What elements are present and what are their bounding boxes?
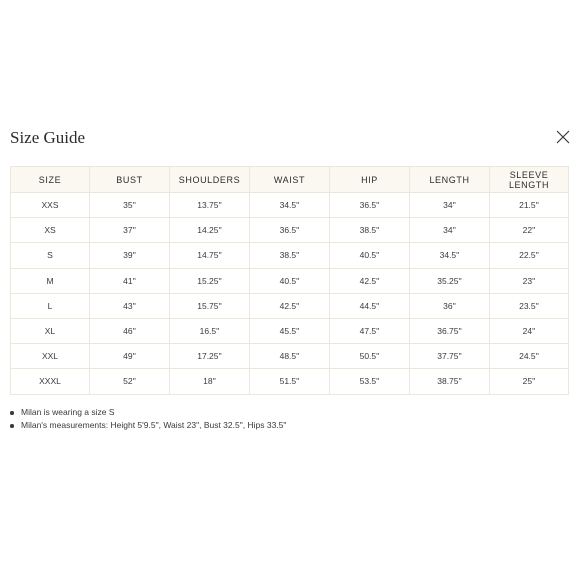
table-row — [11, 369, 569, 394]
cell-bust: 35'' — [90, 193, 170, 218]
cell-length: 36.75'' — [410, 318, 490, 343]
table-row — [11, 193, 569, 218]
cell-size: XXL — [11, 344, 90, 369]
cell-length: 38.75'' — [410, 369, 490, 394]
cell-bust: 37'' — [90, 218, 170, 243]
bullet-icon — [10, 424, 14, 428]
cell-hip: 42.5'' — [330, 268, 410, 293]
cell-waist: 48.5'' — [250, 344, 330, 369]
cell-length: 36'' — [410, 293, 490, 318]
cell-size: XS — [11, 218, 90, 243]
table-row — [11, 218, 569, 243]
cell-size: XXXL — [11, 369, 90, 394]
close-button[interactable] — [555, 129, 571, 145]
header-sleeve-length: SLEEVE LENGTH — [490, 167, 569, 193]
cell-shoulders: 15.25'' — [170, 268, 250, 293]
table-row — [11, 268, 569, 293]
cell-waist: 36.5'' — [250, 218, 330, 243]
header-length: LENGTH — [410, 167, 490, 193]
cell-shoulders: 18'' — [170, 369, 250, 394]
table-row — [11, 344, 569, 369]
cell-length: 34'' — [410, 218, 490, 243]
cell-waist: 38.5'' — [250, 243, 330, 268]
cell-hip: 47.5'' — [330, 318, 410, 343]
cell-length: 35.25'' — [410, 268, 490, 293]
header-hip: HIP — [330, 167, 410, 193]
cell-size: L — [11, 293, 90, 318]
cell-size: S — [11, 243, 90, 268]
list-item — [10, 406, 286, 419]
cell-length: 34.5'' — [410, 243, 490, 268]
cell-sleeve-length: 21.5'' — [490, 193, 569, 218]
model-notes — [10, 406, 286, 432]
cell-hip: 36.5'' — [330, 193, 410, 218]
cell-waist: 51.5'' — [250, 369, 330, 394]
header-size: SIZE — [11, 167, 90, 193]
cell-shoulders: 15.75'' — [170, 293, 250, 318]
list-item — [10, 419, 286, 432]
cell-sleeve-length: 22'' — [490, 218, 569, 243]
cell-length: 37.75'' — [410, 344, 490, 369]
modal-title: Size Guide — [10, 128, 86, 147]
cell-hip: 38.5'' — [330, 218, 410, 243]
cell-hip: 44.5'' — [330, 293, 410, 318]
cell-bust: 49'' — [90, 344, 170, 369]
cell-hip: 53.5'' — [330, 369, 410, 394]
cell-hip: 50.5'' — [330, 344, 410, 369]
table-row — [11, 293, 569, 318]
table-row — [11, 318, 569, 343]
size-table — [10, 166, 569, 395]
note-measurements: Milan's measurements: Height 5'9.5", Waist 23", Bust 32.5", Hips 33.5" — [21, 420, 287, 430]
cell-shoulders: 14.75'' — [170, 243, 250, 268]
cell-waist: 42.5'' — [250, 293, 330, 318]
table-row — [11, 243, 569, 268]
close-icon — [555, 129, 571, 145]
cell-shoulders: 17.25'' — [170, 344, 250, 369]
cell-sleeve-length: 25'' — [490, 369, 569, 394]
cell-size: M — [11, 268, 90, 293]
table-header-row — [11, 167, 569, 193]
header-bust: BUST — [90, 167, 170, 193]
cell-hip: 40.5'' — [330, 243, 410, 268]
cell-bust: 43'' — [90, 293, 170, 318]
cell-bust: 52'' — [90, 369, 170, 394]
cell-shoulders: 13.75'' — [170, 193, 250, 218]
cell-waist: 34.5'' — [250, 193, 330, 218]
cell-shoulders: 16.5'' — [170, 318, 250, 343]
cell-sleeve-length: 24'' — [490, 318, 569, 343]
header-waist: WAIST — [250, 167, 330, 193]
cell-bust: 41'' — [90, 268, 170, 293]
note-size-worn: Milan is wearing a size S — [21, 407, 115, 417]
bullet-icon — [10, 411, 14, 415]
cell-sleeve-length: 24.5'' — [490, 344, 569, 369]
cell-length: 34'' — [410, 193, 490, 218]
cell-sleeve-length: 23.5'' — [490, 293, 569, 318]
cell-waist: 40.5'' — [250, 268, 330, 293]
cell-bust: 46'' — [90, 318, 170, 343]
cell-sleeve-length: 23'' — [490, 268, 569, 293]
cell-waist: 45.5'' — [250, 318, 330, 343]
cell-bust: 39'' — [90, 243, 170, 268]
cell-size: XL — [11, 318, 90, 343]
cell-shoulders: 14.25'' — [170, 218, 250, 243]
cell-sleeve-length: 22.5'' — [490, 243, 569, 268]
cell-size: XXS — [11, 193, 90, 218]
header-shoulders: SHOULDERS — [170, 167, 250, 193]
